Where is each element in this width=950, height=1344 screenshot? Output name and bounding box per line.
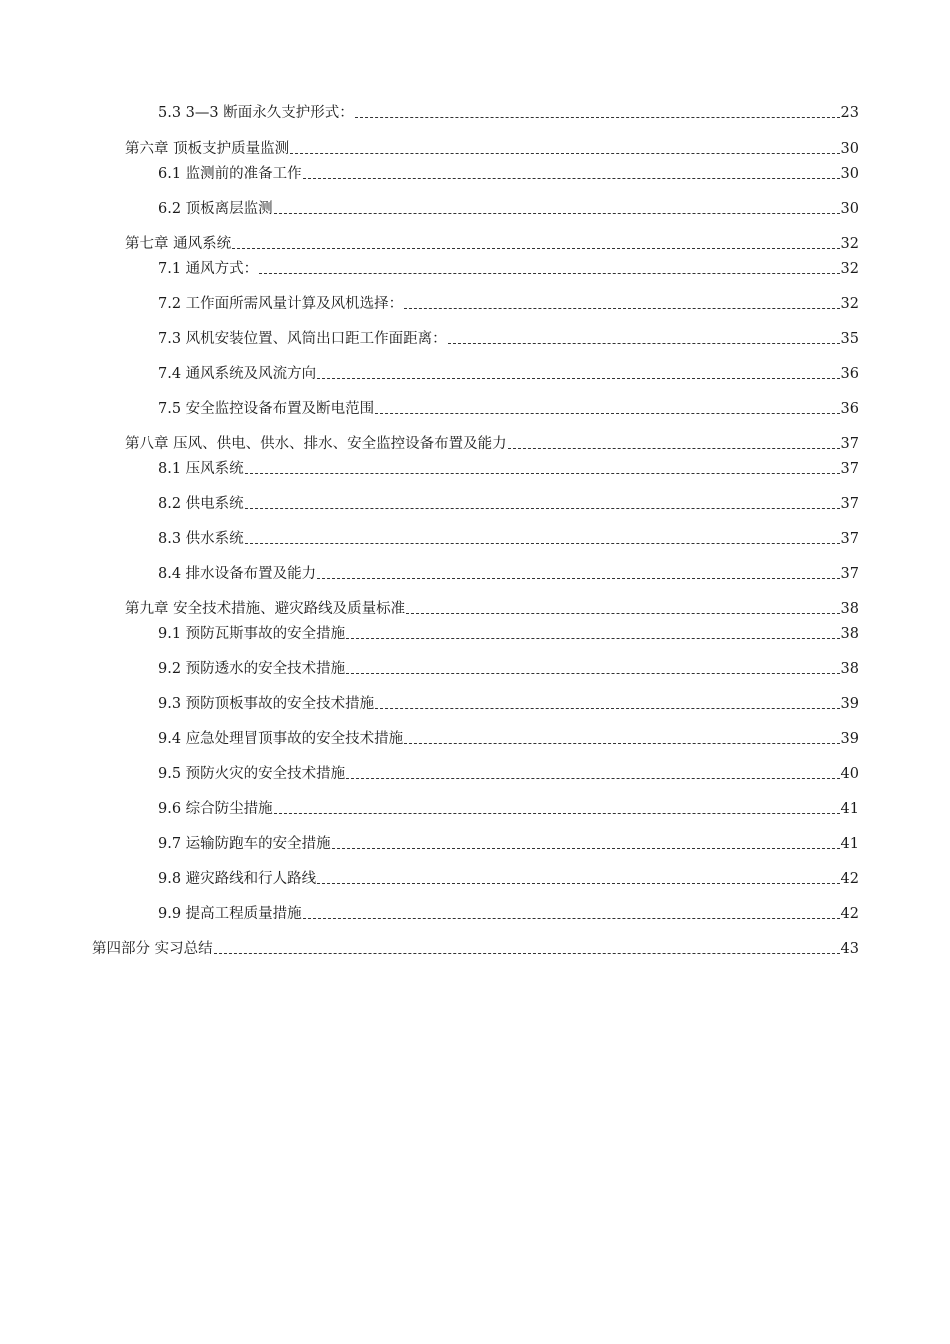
dot-leader <box>404 742 839 744</box>
toc-entry-page: 32 <box>840 261 859 277</box>
toc-entry[interactable] <box>158 832 859 854</box>
dot-leader <box>406 612 839 614</box>
toc-entry-label: 9.7 运输防跑车的安全措施 <box>158 836 331 852</box>
toc-entry[interactable] <box>158 727 859 749</box>
dot-leader <box>317 577 839 579</box>
dot-leader <box>259 272 839 274</box>
dot-leader <box>245 472 840 474</box>
toc-entry-label: 7.1 通风方式： <box>158 261 259 277</box>
toc-entry[interactable] <box>158 162 859 184</box>
toc-entry[interactable] <box>158 101 859 123</box>
toc-entry-label: 6.2 顶板离层监测 <box>158 201 273 217</box>
dot-leader <box>508 447 840 449</box>
toc-entry-label: 5.3 3—3 断面永久支护形式： <box>158 105 354 121</box>
toc-entry-page: 38 <box>840 626 859 642</box>
toc-entry-page: 37 <box>840 436 859 452</box>
toc-entry[interactable] <box>125 597 859 619</box>
toc-entry[interactable] <box>158 867 859 889</box>
dot-leader <box>214 952 840 954</box>
dot-leader <box>375 412 839 414</box>
dot-leader <box>303 917 840 919</box>
toc-entry-page: 37 <box>840 566 859 582</box>
dot-leader <box>245 542 840 544</box>
toc-entry[interactable] <box>158 397 859 419</box>
toc-entry[interactable] <box>158 197 859 219</box>
toc-entry-label: 9.2 预防透水的安全技术措施 <box>158 661 346 677</box>
toc-entry-page: 36 <box>840 366 859 382</box>
toc-entry-label: 9.4 应急处理冒顶事故的安全技术措施 <box>158 731 404 747</box>
toc-entry-label: 9.9 提高工程质量措施 <box>158 906 302 922</box>
toc-entry-label: 第六章 顶板支护质量监测 <box>125 141 290 157</box>
toc-entry-label: 9.6 综合防尘措施 <box>158 801 273 817</box>
toc-entry[interactable] <box>158 492 859 514</box>
toc-entry[interactable] <box>158 762 859 784</box>
dot-leader <box>274 812 840 814</box>
toc-entry-page: 38 <box>840 601 859 617</box>
toc-entry-label: 第九章 安全技术措施、避灾路线及质量标准 <box>125 601 406 617</box>
toc-entry-page: 36 <box>840 401 859 417</box>
toc-entry-label: 7.2 工作面所需风量计算及风机选择： <box>158 296 404 312</box>
toc-entry-label: 第八章 压风、供电、供水、排水、安全监控设备布置及能力 <box>125 436 507 452</box>
toc-entry-label: 9.1 预防瓦斯事故的安全措施 <box>158 626 346 642</box>
toc-entry-page: 42 <box>840 871 859 887</box>
dot-leader <box>232 247 839 249</box>
toc-entry[interactable] <box>125 432 859 454</box>
toc-entry-page: 30 <box>840 141 859 157</box>
toc-entry-label: 9.8 避灾路线和行人路线 <box>158 871 317 887</box>
toc-entry[interactable] <box>158 257 859 279</box>
toc-entry[interactable] <box>158 362 859 384</box>
toc-entry[interactable] <box>158 562 859 584</box>
toc-entry[interactable] <box>158 527 859 549</box>
dot-leader <box>274 212 840 214</box>
toc-entry[interactable] <box>158 657 859 679</box>
toc-entry[interactable] <box>158 327 859 349</box>
toc-entry-page: 23 <box>840 105 859 121</box>
toc-entry-page: 38 <box>840 661 859 677</box>
toc-entry-page: 41 <box>840 836 859 852</box>
toc-entry-label: 7.5 安全监控设备布置及断电范围 <box>158 401 375 417</box>
dot-leader <box>346 672 839 674</box>
toc-entry-label: 7.3 风机安装位置、风筒出口距工作面距离： <box>158 331 447 347</box>
toc-entry-page: 30 <box>840 201 859 217</box>
toc-entry-page: 37 <box>840 531 859 547</box>
toc-entry-page: 41 <box>840 801 859 817</box>
toc-entry-page: 35 <box>840 331 859 347</box>
toc-entry[interactable] <box>158 692 859 714</box>
toc-entry[interactable] <box>125 232 859 254</box>
toc-entry-page: 37 <box>840 496 859 512</box>
toc-entry[interactable] <box>158 797 859 819</box>
dot-leader <box>346 777 839 779</box>
toc-entry[interactable] <box>158 902 859 924</box>
dot-leader <box>245 507 840 509</box>
dot-leader <box>317 377 839 379</box>
dot-leader <box>332 847 840 849</box>
toc-entry-page: 43 <box>840 941 859 957</box>
toc-entry-label: 8.1 压风系统 <box>158 461 244 477</box>
toc-entry[interactable] <box>158 292 859 314</box>
dot-leader <box>290 152 839 154</box>
dot-leader <box>346 637 839 639</box>
toc-entry-label: 8.3 供水系统 <box>158 531 244 547</box>
toc-entry[interactable] <box>92 937 859 959</box>
toc-entry-page: 39 <box>840 696 859 712</box>
toc-entry[interactable] <box>125 137 859 159</box>
toc-entry-label: 第四部分 实习总结 <box>92 941 213 957</box>
dot-leader <box>404 307 839 309</box>
toc-entry-label: 8.4 排水设备布置及能力 <box>158 566 317 582</box>
toc-entry[interactable] <box>158 457 859 479</box>
toc-entry-label: 6.1 监测前的准备工作 <box>158 166 302 182</box>
toc-entry-label: 8.2 供电系统 <box>158 496 244 512</box>
toc-entry-page: 39 <box>840 731 859 747</box>
toc-entry-label: 9.3 预防顶板事故的安全技术措施 <box>158 696 375 712</box>
dot-leader <box>355 116 840 118</box>
toc-entry-label: 9.5 预防火灾的安全技术措施 <box>158 766 346 782</box>
dot-leader <box>375 707 839 709</box>
toc-entry-page: 40 <box>840 766 859 782</box>
toc-entry-label: 第七章 通风系统 <box>125 236 232 252</box>
dot-leader <box>317 882 839 884</box>
dot-leader <box>303 177 840 179</box>
toc-entry-label: 7.4 通风系统及风流方向 <box>158 366 317 382</box>
toc-entry-page: 32 <box>840 236 859 252</box>
toc-entry[interactable] <box>158 622 859 644</box>
toc-entry-page: 30 <box>840 166 859 182</box>
toc-entry-page: 37 <box>840 461 859 477</box>
dot-leader <box>448 342 840 344</box>
toc-entry-page: 42 <box>840 906 859 922</box>
toc-entry-page: 32 <box>840 296 859 312</box>
